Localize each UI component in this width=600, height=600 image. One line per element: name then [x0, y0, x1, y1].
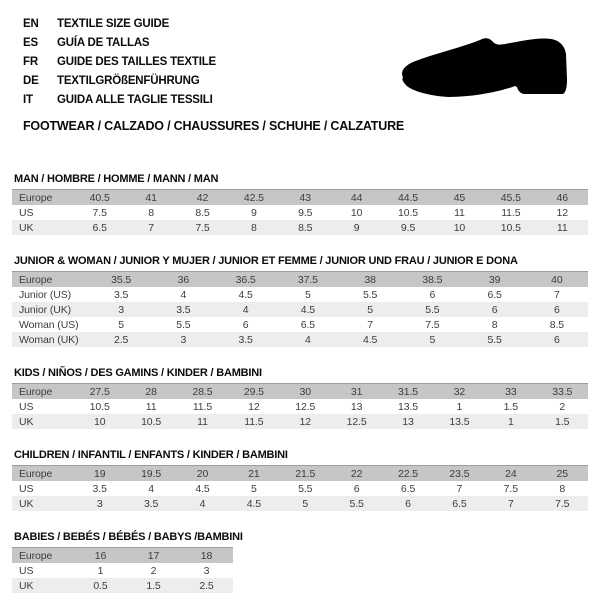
- size-value-cell: 5: [302, 497, 309, 510]
- size-value-cell: 12: [299, 415, 311, 428]
- size-value-cell: 6.5: [400, 482, 416, 495]
- row-label-cell: Europe: [19, 549, 53, 562]
- row-label-cell: UK: [19, 579, 34, 592]
- size-value-cell: 10: [453, 221, 466, 234]
- size-value-cell: 19.5: [141, 467, 162, 480]
- language-code: EN: [23, 18, 39, 30]
- row-label-cell: US: [19, 400, 34, 413]
- size-value-cell: 6.5: [487, 288, 502, 301]
- size-tables-container: [0, 173, 600, 593]
- size-value-cell: 8: [491, 318, 498, 331]
- size-value-cell: 5: [118, 318, 124, 331]
- size-value-cell: 7.5: [425, 318, 440, 331]
- size-value-cell: 4.5: [238, 288, 253, 301]
- size-value-cell: 3.5: [113, 288, 129, 301]
- size-table-section: [12, 367, 600, 429]
- table-title: KIDS / NIÑOS / DES GAMINS / KINDER / BAMBINI: [14, 367, 262, 379]
- row-label-cell: Junior (US): [19, 288, 71, 301]
- size-value-cell: 21.5: [295, 467, 316, 480]
- size-value-cell: 3: [203, 564, 210, 577]
- size-value-cell: 43: [299, 191, 311, 204]
- row-label-cell: Europe: [19, 273, 53, 286]
- size-value-cell: 24: [505, 467, 517, 480]
- size-value-cell: 9: [353, 221, 360, 234]
- size-value-cell: 5: [305, 288, 311, 301]
- size-value-cell: 2.5: [199, 579, 214, 592]
- row-label-cell: UK: [19, 221, 34, 234]
- shoe-icon: [396, 18, 576, 103]
- size-value-cell: 30: [299, 385, 311, 398]
- size-value-cell: 6.5: [452, 497, 467, 510]
- size-table-section: [12, 173, 600, 235]
- size-value-cell: 1: [507, 415, 514, 428]
- size-value-cell: 31.5: [398, 385, 419, 398]
- size-value-cell: 10: [350, 206, 363, 219]
- size-value-cell: 9.5: [400, 221, 416, 234]
- size-value-cell: 45: [453, 191, 466, 204]
- language-code: IT: [23, 94, 33, 106]
- size-value-cell: 13.5: [449, 415, 470, 428]
- language-title: TEXTILE SIZE GUIDE: [57, 18, 170, 30]
- row-label-cell: US: [19, 564, 34, 577]
- size-value-cell: 41: [145, 191, 157, 204]
- size-value-cell: 8.5: [549, 318, 565, 331]
- size-value-cell: 8.5: [195, 206, 210, 219]
- size-value-cell: 7: [507, 497, 514, 510]
- table-row: [12, 578, 233, 593]
- size-value-cell: 44.5: [398, 191, 419, 204]
- size-value-cell: 2: [150, 564, 157, 577]
- table-row: [12, 190, 588, 206]
- row-label-cell: Woman (UK): [19, 333, 79, 346]
- size-value-cell: 42: [196, 191, 209, 204]
- size-value-cell: 7: [148, 221, 154, 234]
- size-value-cell: 32: [453, 385, 466, 398]
- size-value-cell: 36.5: [235, 273, 256, 286]
- table-row: [12, 220, 588, 235]
- size-value-cell: 3.5: [143, 497, 159, 510]
- size-value-cell: 29.5: [243, 385, 264, 398]
- size-value-cell: 1.5: [555, 415, 570, 428]
- size-value-cell: 7.5: [555, 497, 570, 510]
- size-value-cell: 4: [199, 497, 206, 510]
- size-value-cell: 5.5: [298, 482, 313, 495]
- size-value-cell: 5: [367, 303, 373, 316]
- size-value-cell: 6.5: [92, 221, 107, 234]
- row-label-cell: UK: [19, 415, 34, 428]
- size-value-cell: 4.5: [195, 482, 210, 495]
- row-label-cell: Woman (US): [19, 318, 79, 331]
- table-row: [12, 302, 588, 317]
- size-value-cell: 39: [488, 273, 501, 286]
- language-code: ES: [23, 37, 38, 49]
- size-value-cell: 2: [559, 400, 566, 413]
- size-value-cell: 10.5: [89, 400, 110, 413]
- language-code: FR: [23, 56, 38, 68]
- size-value-cell: 6: [554, 303, 560, 316]
- size-value-cell: 11: [556, 221, 568, 234]
- size-value-cell: 40.5: [89, 191, 110, 204]
- row-label-cell: Junior (UK): [19, 303, 71, 316]
- row-label-cell: Europe: [19, 385, 53, 398]
- size-value-cell: 42.5: [243, 191, 264, 204]
- language-code: DE: [23, 75, 39, 87]
- size-value-cell: 5.5: [176, 318, 191, 331]
- size-value-cell: 20: [196, 467, 209, 480]
- size-value-cell: 38.5: [422, 273, 443, 286]
- size-table-section: [12, 531, 600, 593]
- size-value-cell: 12: [248, 400, 260, 413]
- language-title: TEXTILGRÖßENFÜHRUNG: [57, 75, 200, 87]
- size-value-cell: 3: [118, 303, 124, 316]
- category-heading: FOOTWEAR / CALZADO / CHAUSSURES / SCHUHE / CALZATURE: [23, 119, 405, 133]
- size-value-cell: 16: [94, 549, 107, 562]
- size-table: [12, 383, 588, 429]
- row-label-cell: Europe: [19, 191, 53, 204]
- size-value-cell: 4: [180, 288, 187, 301]
- table-row: [12, 317, 588, 332]
- size-value-cell: 23.5: [449, 467, 470, 480]
- size-value-cell: 7: [554, 288, 560, 301]
- size-value-cell: 38: [364, 273, 376, 286]
- size-value-cell: 3: [96, 497, 103, 510]
- table-row: [12, 548, 233, 564]
- size-value-cell: 5.5: [362, 288, 378, 301]
- size-value-cell: 5: [250, 482, 257, 495]
- size-value-cell: 18: [200, 549, 213, 562]
- size-value-cell: 44: [350, 191, 363, 204]
- size-value-cell: 5: [429, 333, 436, 346]
- size-value-cell: 11.5: [192, 400, 213, 413]
- size-value-cell: 9: [250, 206, 257, 219]
- language-title: GUIDE DES TAILLES TEXTILE: [57, 56, 216, 68]
- size-value-cell: 10: [93, 415, 106, 428]
- size-value-cell: 6: [405, 497, 411, 510]
- table-title: CHILDREN / INFANTIL / ENFANTS / KINDER / BAMBINI: [14, 449, 288, 461]
- size-value-cell: 4: [148, 482, 154, 495]
- size-value-cell: 40: [551, 273, 563, 286]
- table-title: BABIES / BEBÉS / BÉBÉS / BABYS /BAMBINI: [14, 531, 243, 543]
- table-title: MAN / HOMBRE / HOMME / MANN / MAN: [14, 173, 219, 185]
- size-table: [12, 189, 588, 235]
- language-title: GUÍA DE TALLAS: [57, 37, 150, 49]
- table-row: [12, 332, 588, 347]
- size-value-cell: 31: [350, 385, 363, 398]
- size-value-cell: 12.5: [346, 415, 367, 428]
- size-value-cell: 0.5: [93, 579, 108, 592]
- size-value-cell: 1.5: [503, 400, 518, 413]
- table-row: [12, 563, 233, 578]
- size-value-cell: 45.5: [500, 191, 521, 204]
- language-title: GUIDA ALLE TAGLIE TESSILI: [57, 94, 213, 106]
- size-value-cell: 35.5: [111, 273, 132, 286]
- size-value-cell: 3: [180, 333, 187, 346]
- size-table-section: [12, 449, 600, 511]
- size-value-cell: 11: [197, 415, 208, 428]
- size-value-cell: 10.5: [500, 221, 521, 234]
- row-label-cell: UK: [19, 497, 34, 510]
- size-value-cell: 5.5: [349, 497, 364, 510]
- size-value-cell: 22: [350, 467, 363, 480]
- size-table-section: [12, 255, 600, 347]
- size-table: [12, 465, 588, 511]
- size-value-cell: 10.5: [398, 206, 419, 219]
- size-value-cell: 7: [456, 482, 463, 495]
- size-value-cell: 3.5: [238, 333, 253, 346]
- size-value-cell: 36: [177, 273, 190, 286]
- size-value-cell: 46: [556, 191, 568, 204]
- size-value-cell: 11.5: [501, 206, 521, 219]
- size-table: [12, 271, 588, 347]
- size-value-cell: 6: [429, 288, 436, 301]
- size-value-cell: 19: [93, 467, 106, 480]
- size-value-cell: 9.5: [298, 206, 313, 219]
- size-value-cell: 1: [456, 400, 463, 413]
- size-value-cell: 7: [367, 318, 373, 331]
- table-row: [12, 414, 588, 429]
- size-value-cell: 10.5: [141, 415, 162, 428]
- table-row: [12, 496, 588, 511]
- size-table: [12, 547, 233, 593]
- size-value-cell: 8: [250, 221, 257, 234]
- size-value-cell: 25: [556, 467, 568, 480]
- size-value-cell: 6: [554, 333, 560, 346]
- size-value-cell: 27.5: [89, 385, 110, 398]
- size-value-cell: 37.5: [297, 273, 318, 286]
- size-value-cell: 8: [559, 482, 566, 495]
- size-value-cell: 4.5: [362, 333, 378, 346]
- size-value-cell: 4: [242, 303, 249, 316]
- size-value-cell: 11: [454, 206, 465, 219]
- row-label-cell: Europe: [19, 467, 53, 480]
- size-value-cell: 7.5: [195, 221, 210, 234]
- size-value-cell: 28.5: [192, 385, 213, 398]
- table-row: [12, 272, 588, 288]
- size-value-cell: 3.5: [92, 482, 107, 495]
- size-value-cell: 21: [248, 467, 260, 480]
- size-value-cell: 6.5: [300, 318, 316, 331]
- size-value-cell: 5.5: [487, 333, 502, 346]
- table-row: [12, 481, 588, 496]
- size-value-cell: 6: [491, 303, 498, 316]
- table-title: JUNIOR & WOMAN / JUNIOR Y MUJER / JUNIOR ET FEMME / JUNIOR UND FRAU / JUNIOR E DONA: [14, 255, 518, 267]
- size-value-cell: 11.5: [244, 415, 264, 428]
- size-value-cell: 7.5: [92, 206, 107, 219]
- size-value-cell: 1: [97, 564, 104, 577]
- size-value-cell: 4.5: [300, 303, 316, 316]
- size-value-cell: 8: [148, 206, 154, 219]
- size-value-cell: 3.5: [176, 303, 191, 316]
- size-value-cell: 4: [305, 333, 311, 346]
- size-value-cell: 6: [353, 482, 360, 495]
- table-row: [12, 287, 588, 302]
- size-value-cell: 12: [556, 206, 568, 219]
- size-value-cell: 13: [350, 400, 363, 413]
- size-value-cell: 6: [242, 318, 249, 331]
- table-row: [12, 205, 588, 220]
- table-row: [12, 399, 588, 414]
- size-value-cell: 33.5: [552, 385, 573, 398]
- row-label-cell: US: [19, 482, 34, 495]
- size-value-cell: 11: [145, 400, 157, 413]
- size-value-cell: 1.5: [146, 579, 161, 592]
- size-value-cell: 13: [402, 415, 414, 428]
- size-value-cell: 8.5: [298, 221, 313, 234]
- size-value-cell: 7.5: [503, 482, 518, 495]
- size-value-cell: 2.5: [113, 333, 129, 346]
- table-row: [12, 384, 588, 400]
- table-row: [12, 466, 588, 482]
- size-value-cell: 5.5: [425, 303, 440, 316]
- size-value-cell: 28: [145, 385, 157, 398]
- size-value-cell: 22.5: [398, 467, 419, 480]
- size-value-cell: 17: [147, 549, 160, 562]
- size-value-cell: 33: [505, 385, 517, 398]
- row-label-cell: US: [19, 206, 34, 219]
- size-value-cell: 13.5: [398, 400, 419, 413]
- size-value-cell: 4.5: [246, 497, 262, 510]
- size-value-cell: 12.5: [295, 400, 316, 413]
